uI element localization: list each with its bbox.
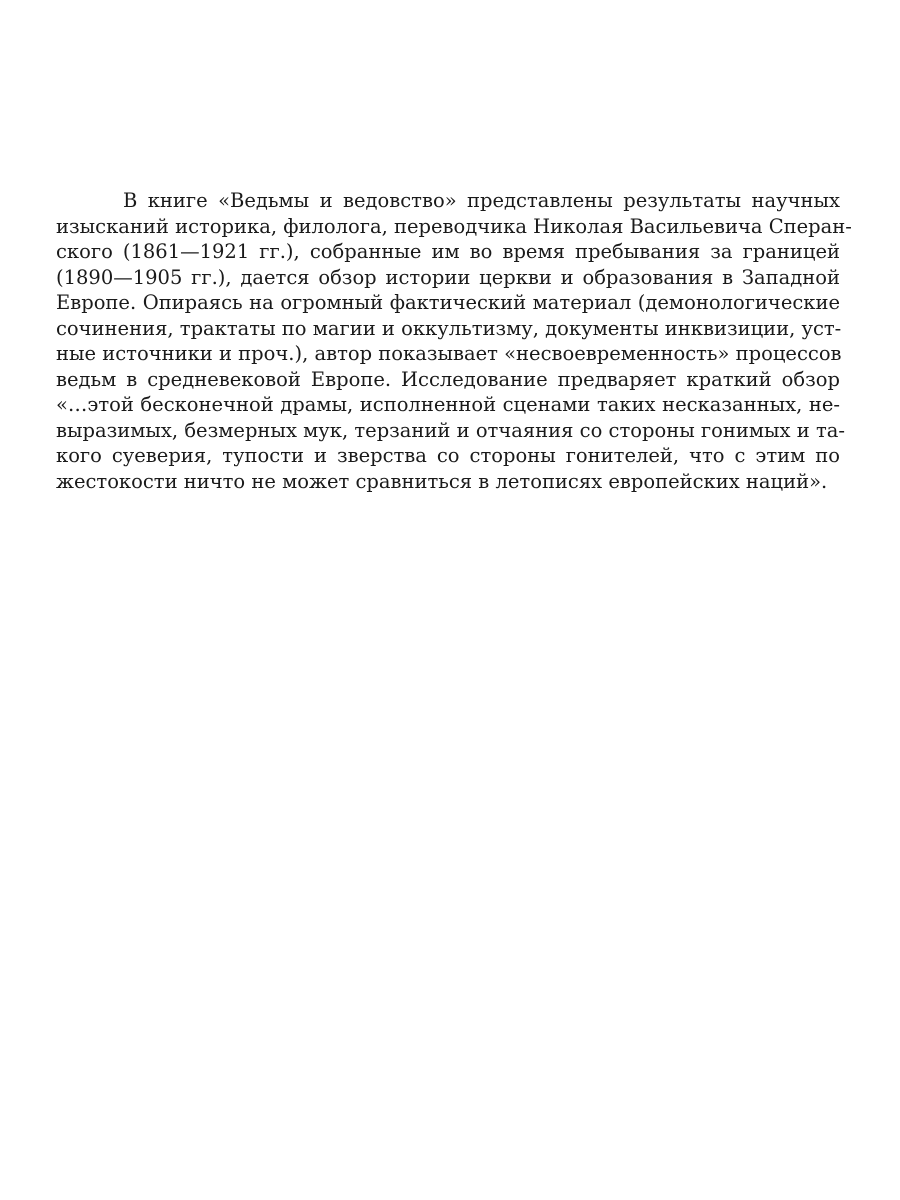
annotation-line: ные источники и проч.), автор показывает «несвоевременность» процессов bbox=[56, 342, 842, 365]
annotation-line: выразимых, безмерных мук, терзаний и отчаяния со стороны гонимых и та- bbox=[56, 418, 845, 442]
annotation-line: сочинения, трактаты по магии и оккультизму, документы инквизиции, уст- bbox=[56, 316, 842, 340]
annotation-line: Европе. Опираясь на огромный фактический материал (демонологические bbox=[56, 291, 840, 314]
annotation-line: изысканий историка, филолога, переводчика Николая Васильевича Сперан- bbox=[56, 214, 852, 238]
annotation-line: ведьм в средневековой Европе. Исследование предваряет краткий обзор bbox=[56, 367, 840, 391]
annotation-line: ского (1861—1921 гг.), собранные им во время пребывания за границей bbox=[56, 240, 840, 263]
annotation-paragraph bbox=[56, 188, 852, 494]
annotation-line: кого суеверия, тупости и зверства со стороны гонителей, что с этим по bbox=[56, 444, 840, 467]
annotation-line: «…этой бесконечной драмы, исполненной сценами таких несказанных, не- bbox=[56, 393, 840, 416]
annotation-line: жестокости ничто не может сравниться в летописях европейских наций». bbox=[56, 469, 828, 493]
annotation-line: В книге «Ведьмы и ведовство» представлены результаты научных bbox=[123, 189, 840, 212]
annotation-line: (1890—1905 гг.), дается обзор истории церкви и образования в Западной bbox=[56, 265, 840, 289]
